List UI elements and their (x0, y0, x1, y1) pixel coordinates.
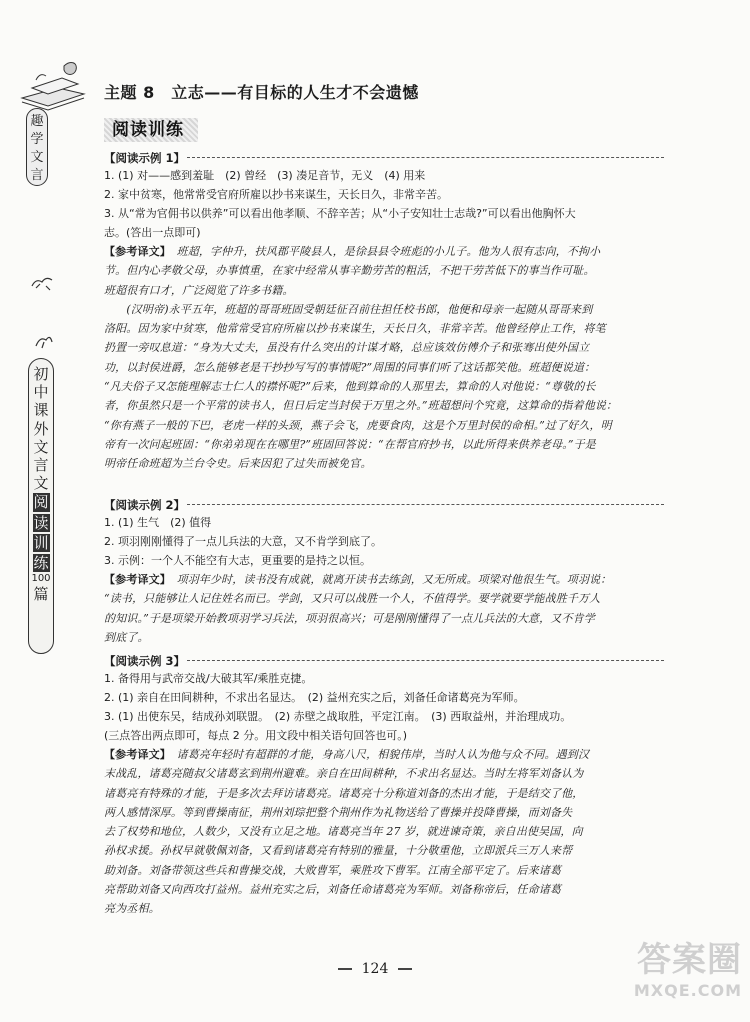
answer-line: 3. 示例：一个人不能空有大志，更重要的是持之以恒。 (104, 554, 371, 567)
reading-example-2 (104, 496, 664, 647)
side-label-book-series: 初 中 课 外 文 言 文 阅读训练 100 篇 (28, 358, 54, 654)
dashed-rule (187, 660, 664, 661)
translation-line: 【参考译文】 项羽年少时，读书没有成就，就离开读书去练剑，又无所成。项梁对他很生气。项羽说： (104, 573, 612, 586)
answer-line: 1. (1) 对——感到羞耻 (2) 曾经 (3) 凑足音节，无义 (4) 用来 (104, 169, 426, 182)
translation-line: “你有燕子一般的下巴，老虎一样的头颈，燕子会飞，虎要食肉，这是个万里封侯的命相。”过了好久，明 (104, 418, 612, 432)
answer-line: 1. (1) 生气 (2) 值得 (104, 516, 212, 529)
translation-line: 两人感情深厚。等到曹操南征，荆州刘琮把整个荆州作为礼物送给了曹操并投降曹操，而刘备失 (104, 805, 573, 819)
answer-line: 3. 从“常为官佣书以供养”可以看出他孝顺、不辞辛苦；从“小子安知壮士志哉?”可以看出他胸怀大 (104, 207, 576, 220)
site-watermark: 答案圈 MXQE.COM (633, 940, 742, 1000)
translation-line: 到底了。 (104, 630, 149, 644)
translation-line: 亮帮助刘备又向西攻打益州。益州充实之后，刘备任命诸葛亮为军师。刘备称帝后，任命诸葛 (104, 883, 562, 897)
dashed-rule (187, 157, 664, 158)
translation-line: 【参考译文】 诸葛亮年轻时有超群的才能，身高八尺，相貌伟岸，当时人认为他与众不同。遇到汉 (104, 748, 590, 761)
translation-line: 者，你虽然只是一个平常的读书人，但日后定当封侯于万里之外。”班超想问个究竟，这算命的指着他说： (104, 399, 618, 413)
translation-line: 【参考译文】 班超，字仲升，扶风郡平陵县人，是徐县县令班彪的小儿子。他为人很有志向，不拘小 (104, 245, 601, 258)
translation-line: 扔置一旁叹息道：“身为大丈夫，虽没有什么突出的计谋才略，总应该效仿傅介子和张骞出使外国立 (104, 341, 590, 355)
answer-line: (三点答出两点即可，每点 2 分。用文段中相关语句回答也可。) (104, 729, 408, 742)
translation-line: 助刘备。刘备带领这些兵和曹操交战，大败曹军，乘胜攻下曹军。江南全部平定了。后来诸葛 (104, 863, 562, 877)
example-header: 【阅读示例 3】 (104, 652, 664, 669)
page-title: 主题 8 立志——有目标的人生才不会遗憾 (104, 83, 419, 102)
side-label-qu-xue-wen-yan: 趣 学 文 言 (26, 108, 48, 186)
reading-example-3 (104, 652, 664, 919)
reference-label: 【参考译文】 (104, 748, 166, 761)
example-header: 【阅读示例 1】 (104, 149, 664, 166)
reference-label: 【参考译文】 (104, 573, 166, 586)
translation-line: 帝有一次问起班固：“你弟弟现在在哪里?”班固回答说：“在帮官府抄书，以此所得来供养老母。”于是 (104, 437, 596, 451)
translation-line: 明帝任命班超为兰台令史。后来因犯了过失而被免官。 (104, 457, 372, 471)
example-header: 【阅读示例 2】 (104, 496, 664, 513)
margin-doodle-flower (32, 330, 54, 350)
answer-line: 3. (1) 出使东吴，结成孙刘联盟。 (2) 赤壁之战取胜，平定江南。 (3) 西取益州，并治理成功。 (104, 710, 572, 723)
book-stack-ornament (18, 58, 88, 114)
page-number: 124 (338, 958, 412, 980)
translation-line: 末战乱，诸葛亮随叔父诸葛玄到荆州避难。亲自在田间耕种，不求出名显达。当时左将军刘备认为 (104, 767, 584, 781)
reference-label: 【参考译文】 (104, 245, 166, 258)
translation-line: 亮为丞相。 (104, 902, 160, 916)
translation-line: 的知识。”于是项梁开始教项羽学习兵法，项羽很高兴；可是刚刚懂得了一点儿兵法的大意，又不肯学 (104, 611, 595, 625)
translation-line: 班超很有口才，广泛阅览了许多书籍。 (104, 283, 294, 297)
answer-line: 1. 备得用与武帝交战/大破其军/乘胜克捷。 (104, 672, 313, 685)
translation-line: 去了权势和地位，人数少，又没有立足之地。诸葛亮当年 27 岁，就进谏奇策，亲自出使吴国，向 (104, 825, 583, 839)
translation-line: 诸葛亮有特殊的才能，于是多次去拜访诸葛亮。诸葛亮十分称道刘备的杰出才能，于是结交了他， (104, 786, 584, 800)
translation-line: (汉明帝)永平五年，班超的哥哥班固受朝廷征召前往担任校书郎，他便和母亲一起随从哥哥来到 (126, 302, 593, 316)
translation-line: 洛阳。因为家中贫寒，他常常受官府所雇以抄书来谋生，天长日久，非常辛苦。他曾经停止工作，将笔 (104, 322, 606, 336)
translation-line: “凡夫俗子又怎能理解志士仁人的襟怀呢?”后来，他到算命的人那里去，算命的人对他说：“尊敬的长 (104, 380, 596, 394)
translation-line: 节。但内心孝敬父母，办事慎重，在家中经常从事辛勤劳苦的粗活，不把干劳苦低下的事当作可耻。 (104, 264, 595, 278)
answer-line: 2. 家中贫寒，他常常受官府所雇以抄书来谋生，天长日久，非常辛苦。 (104, 188, 448, 201)
translation-line: “读书，只能够让人记住姓名而已。学剑，又只可以战胜一个人，不值得学。要学就要学能战胜千万人 (104, 592, 601, 606)
translation-line: 功，以封侯进爵，怎么能够老是干抄抄写写的事情呢?”周围的同事们听了这话都笑他。班超便说道： (104, 360, 596, 374)
answer-line: 2. (1) 亲自在田间耕种，不求出名显达。 (2) 益州充实之后，刘备任命诸葛亮为军师。 (104, 691, 525, 704)
margin-doodle-figure (30, 274, 56, 292)
translation-line: 孙权求援。孙权早就敬佩刘备，又看到诸葛亮有特别的雅量，十分敬重他，立即派兵三万人来帮 (104, 844, 573, 858)
answer-line: 2. 项羽刚刚懂得了一点儿兵法的大意，又不肯学到底了。 (104, 535, 382, 548)
section-heading: 阅读训练 (104, 118, 198, 142)
answer-line: 志。(答出一点即可) (104, 226, 201, 239)
dashed-rule (187, 504, 664, 505)
reading-example-1 (104, 149, 664, 474)
